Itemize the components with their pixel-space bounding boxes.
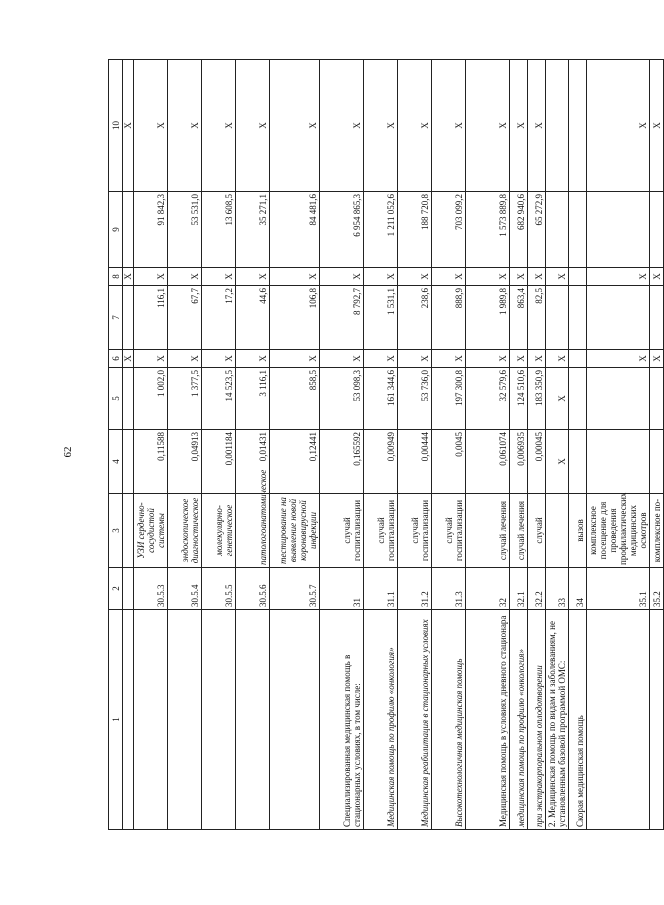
row-code-cell: 33 [546,568,569,610]
x-cell: X [466,60,510,192]
table-row [398,60,432,830]
row-code-cell: 32 [466,568,510,610]
x-cell: X [587,350,650,368]
x-cell: X [528,268,546,286]
value-cell: 106,8 [270,286,320,350]
value-cell: X [546,368,569,430]
value-cell: 1 211 052,6 [364,192,398,268]
value-cell [569,368,587,430]
row-name-cell [202,610,236,830]
x-cell: X [546,268,569,286]
value-cell: 44,6 [236,286,270,350]
value-cell [650,430,664,494]
table-row [236,60,270,830]
value-cell: 1 989,8 [466,286,510,350]
unit-cell: патологоанатомическое [236,494,270,568]
x-cell [569,350,587,368]
x-cell: X [528,350,546,368]
value-cell [587,430,650,494]
value-cell: 0,12441 [270,430,320,494]
row-code-cell: 30.5.6 [236,568,270,610]
column-header: 10 [109,60,123,192]
value-cell [650,368,664,430]
value-cell: 0,001184 [202,430,236,494]
value-cell: 13 608,5 [202,192,236,268]
value-cell: 84 481,6 [270,192,320,268]
row-code-cell: 35.2 [650,568,664,610]
x-marker-cell [123,430,134,494]
x-marker-cell [123,286,134,350]
value-cell: 6 954 865,3 [320,192,364,268]
value-cell: 0,0045 [432,430,466,494]
row-name-cell [134,610,168,830]
value-cell: 183 350,9 [528,368,546,430]
table-row [270,60,320,830]
x-cell: X [134,268,168,286]
x-cell: X [650,60,664,192]
row-code-cell: 35.1 [587,568,650,610]
unit-cell: вызов [569,494,587,568]
row-name-cell [270,610,320,830]
row-name-cell [650,610,664,830]
x-marker-cell: X [123,60,134,192]
x-cell [569,268,587,286]
unit-cell: случай [528,494,546,568]
x-cell: X [587,268,650,286]
table-row [569,60,587,830]
unit-cell: тестирование на выявление новой коронавирусной инфекции [270,494,320,568]
value-cell: 0,00444 [398,430,432,494]
x-cell: X [320,60,364,192]
value-cell [569,286,587,350]
table-row [650,60,664,830]
row-code-cell: 31.3 [432,568,466,610]
value-cell: X [546,430,569,494]
table-row [168,60,202,830]
x-cell: X [168,268,202,286]
value-cell: 53 098,3 [320,368,364,430]
value-cell: 67,7 [168,286,202,350]
row-code-cell: 30.5.7 [270,568,320,610]
unit-cell: случай госпитализации [320,494,364,568]
x-cell: X [236,350,270,368]
row-name-cell [236,610,270,830]
unit-cell: случай госпитализации [398,494,432,568]
column-header: 2 [109,568,123,610]
x-cell: X [364,268,398,286]
medical-volumes-table [108,59,664,830]
table-row [134,60,168,830]
x-cell: X [270,268,320,286]
row-code-cell: 30.5.3 [134,568,168,610]
value-cell [650,286,664,350]
x-marker-cell: X [123,268,134,286]
x-marker-cell [123,368,134,430]
x-cell: X [398,268,432,286]
unit-cell: комплексное посещение для проведения профилактических медицинских осмотров [587,494,650,568]
row-name-cell: Высокотехнологичная медицинская помощь [432,610,466,830]
x-cell: X [320,268,364,286]
value-cell: 91 842,3 [134,192,168,268]
x-cell: X [432,350,466,368]
x-marker-cell [123,494,134,568]
value-cell: 0,00045 [528,430,546,494]
unit-cell: случай лечения [466,494,510,568]
value-cell [569,430,587,494]
value-cell: 682 940,6 [510,192,528,268]
value-cell: 65 272,9 [528,192,546,268]
x-cell: X [398,60,432,192]
table-row [202,60,236,830]
row-code-cell: 30.5.5 [202,568,236,610]
x-cell: X [650,268,664,286]
value-cell: 863,4 [510,286,528,350]
row-code-cell: 31.1 [364,568,398,610]
column-header: 9 [109,192,123,268]
x-cell: X [134,60,168,192]
value-cell [587,286,650,350]
unit-cell: случай госпитализации [364,494,398,568]
x-cell: X [270,60,320,192]
rotated-table-area [108,60,662,830]
column-header: 3 [109,494,123,568]
column-header: 6 [109,350,123,368]
value-cell: 1 002,0 [134,368,168,430]
x-cell: X [236,60,270,192]
value-cell: 0,04913 [168,430,202,494]
x-marker-row [123,60,134,830]
value-cell [650,192,664,268]
row-code-cell: 31.2 [398,568,432,610]
x-cell: X [528,60,546,192]
x-cell: X [466,268,510,286]
unit-cell: эндоскопическое диагностическое [168,494,202,568]
value-cell: 197 300,8 [432,368,466,430]
x-cell: X [510,268,528,286]
value-cell: 1 531,1 [364,286,398,350]
unit-cell: случай госпитализации [432,494,466,568]
value-cell: 1 573 889,8 [466,192,510,268]
row-code-cell: 34 [569,568,587,610]
value-cell: 82,5 [528,286,546,350]
value-cell: 1 377,5 [168,368,202,430]
row-name-cell: Медицинская помощь по профилю «онкология» [364,610,398,830]
value-cell: 703 099,2 [432,192,466,268]
value-cell [569,192,587,268]
value-cell: 0,061074 [466,430,510,494]
unit-cell: УЗИ сердечно-сосудистой системы [134,494,168,568]
value-cell: 0,01431 [236,430,270,494]
value-cell: 238,6 [398,286,432,350]
x-cell [546,60,569,192]
row-name-cell: медицинская помощь по профилю «онкология» [510,610,528,830]
x-cell: X [202,268,236,286]
column-header: 8 [109,268,123,286]
x-marker-cell [123,610,134,830]
x-cell: X [398,350,432,368]
value-cell: 0,00949 [364,430,398,494]
table-row [528,60,546,830]
value-cell: 858,5 [270,368,320,430]
value-cell: 161 344,6 [364,368,398,430]
value-cell: 0,165592 [320,430,364,494]
table-row [546,60,569,830]
table-row [510,60,528,830]
row-name-cell [168,610,202,830]
row-code-cell: 31 [320,568,364,610]
value-cell: 116,1 [134,286,168,350]
column-header: 7 [109,286,123,350]
value-cell: 32 579,6 [466,368,510,430]
table-row [466,60,510,830]
x-cell: X [650,350,664,368]
unit-cell [546,494,569,568]
value-cell: 53 531,0 [168,192,202,268]
table-row [364,60,398,830]
header-row [109,60,123,830]
value-cell: 0,006935 [510,430,528,494]
value-cell [587,192,650,268]
value-cell [546,286,569,350]
value-cell: 0,11588 [134,430,168,494]
column-header: 4 [109,430,123,494]
column-header: 5 [109,368,123,430]
x-cell: X [364,60,398,192]
row-code-cell: 32.2 [528,568,546,610]
x-cell: X [466,350,510,368]
value-cell: 14 523,5 [202,368,236,430]
x-marker-cell [123,568,134,610]
row-name-cell: Скорая медицинская помощь [569,610,587,830]
x-cell: X [546,350,569,368]
x-cell: X [510,350,528,368]
x-marker-cell [123,192,134,268]
row-name-cell: при экстракорпоральном оплодотворении [528,610,546,830]
value-cell [587,368,650,430]
table-row [432,60,466,830]
x-cell: X [270,350,320,368]
row-name-cell: 2. Медицинская помощь по видам и заболеваниям, не установленным базовой программой ОМС: [546,610,569,830]
x-cell: X [134,350,168,368]
column-header: 1 [109,610,123,830]
x-cell [569,60,587,192]
rotated-content [108,60,662,830]
x-cell: X [168,350,202,368]
value-cell: 188 720,8 [398,192,432,268]
value-cell: 35 271,1 [236,192,270,268]
value-cell: 53 736,0 [398,368,432,430]
value-cell: 17,2 [202,286,236,350]
row-name-cell [587,610,650,830]
row-name-cell: Медицинская реабилитация в стационарных условиях [398,610,432,830]
value-cell: 888,9 [432,286,466,350]
row-code-cell: 30.5.4 [168,568,202,610]
row-name-cell: Медицинская помощь в условиях дневного стационара [466,610,510,830]
unit-cell: комплексное по- [650,494,664,568]
x-cell: X [168,60,202,192]
x-cell: X [510,60,528,192]
x-cell: X [320,350,364,368]
x-cell: X [364,350,398,368]
row-code-cell: 32.1 [510,568,528,610]
table-body [134,60,664,830]
x-marker-cell: X [123,350,134,368]
x-cell: X [432,268,466,286]
value-cell: 8 792,7 [320,286,364,350]
table-row [587,60,650,830]
page-number: 62 [62,446,74,458]
x-cell: X [432,60,466,192]
x-cell: X [202,60,236,192]
unit-cell: случай лечения [510,494,528,568]
x-cell: X [236,268,270,286]
x-cell: X [587,60,650,192]
value-cell: 3 116,1 [236,368,270,430]
table-row [320,60,364,830]
unit-cell: молекулярно-генетическое [202,494,236,568]
value-cell: 124 510,6 [510,368,528,430]
value-cell [546,192,569,268]
row-name-cell: Специализированная медицинская помощь в стационарных условиях, в том числе: [320,610,364,830]
x-cell: X [202,350,236,368]
